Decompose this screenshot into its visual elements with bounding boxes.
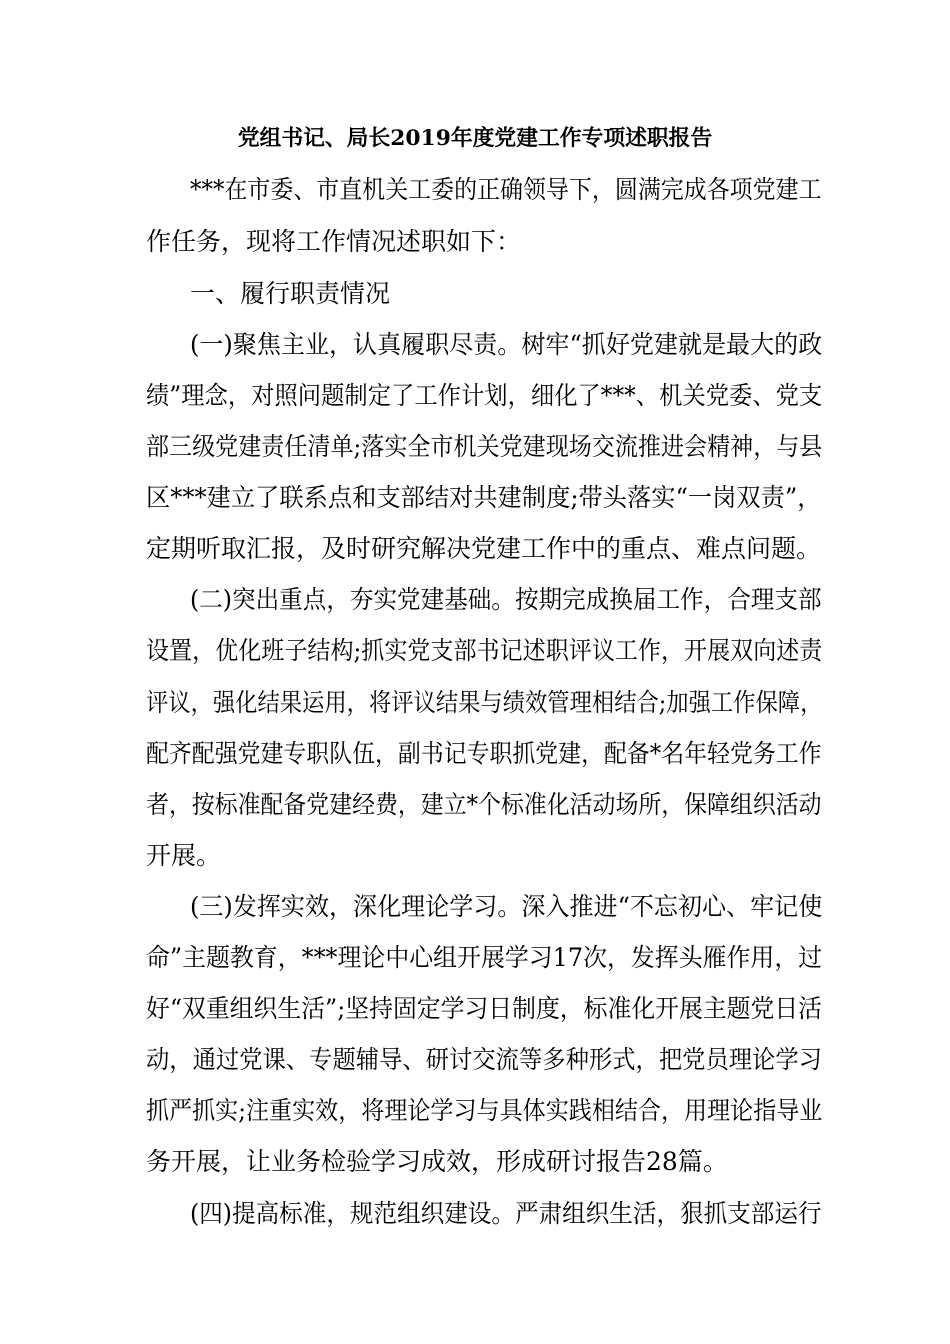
paragraph-line: 开展。 xyxy=(146,841,222,870)
paragraph-line: 动，通过党课、专题辅导、研讨交流等多种形式，把党员理论学习 xyxy=(146,1045,823,1074)
paragraph-line: (一)聚焦主业，认真履职尽责。树牢“抓好党建就是最大的政 xyxy=(190,330,823,359)
paragraph-line: 设置，优化班子结构;抓实党支部书记述职评议工作，开展双向述责 xyxy=(146,636,823,665)
paragraph-line: 作任务，现将工作情况述职如下： xyxy=(146,227,522,256)
paragraph-line: 区***建立了联系点和支部结对共建制度;带头落实“一岗双责”， xyxy=(146,483,822,512)
paragraph-line: 绩”理念，对照问题制定了工作计划，细化了***、机关党委、党支 xyxy=(146,381,823,410)
paragraph-line: 定期听取汇报，及时研究解决党建工作中的重点、难点问题。 xyxy=(146,534,822,563)
paragraph-line: (二)突出重点，夯实党建基础。按期完成换届工作，合理支部 xyxy=(190,585,822,614)
document-title: 党组书记、局长2019年度党建工作专项述职报告 xyxy=(237,126,713,151)
paragraph-line: 务开展，让业务检验学习成效，形成研讨报告28篇。 xyxy=(146,1147,728,1176)
paragraph-line: 者，按标准配备党建经费，建立*个标准化活动场所，保障组织活动 xyxy=(146,790,822,819)
paragraph-line: (四)提高标准，规范组织建设。严肃组织生活，狠抓支部运行 xyxy=(190,1199,822,1228)
paragraph-line: 命”主题教育，***理论中心组开展学习17次，发挥头雁作用，过 xyxy=(146,943,823,972)
paragraph-line: 部三级党建责任清单;落实全市机关党建现场交流推进会精神，与县 xyxy=(146,432,823,461)
paragraph-line: (三)发挥实效，深化理论学习。深入推进“不忘初心、牢记使 xyxy=(190,892,823,921)
paragraph-line: 好“双重组织生活”;坚持固定学习日制度，标准化开展主题党日活 xyxy=(146,994,823,1023)
paragraph-line: 配齐配强党建专职队伍，副书记专职抓党建，配备*名年轻党务工作 xyxy=(146,739,822,768)
section-heading: 一、履行职责情况 xyxy=(190,279,391,308)
paragraph-line: 评议，强化结果运用，将评议结果与绩效管理相结合;加强工作保障， xyxy=(146,688,823,717)
paragraph-line: ***在市委、市直机关工委的正确领导下，圆满完成各项党建工 xyxy=(190,175,822,204)
paragraph-line: 抓严抓实;注重实效，将理论学习与具体实践相结合，用理论指导业 xyxy=(146,1096,823,1125)
